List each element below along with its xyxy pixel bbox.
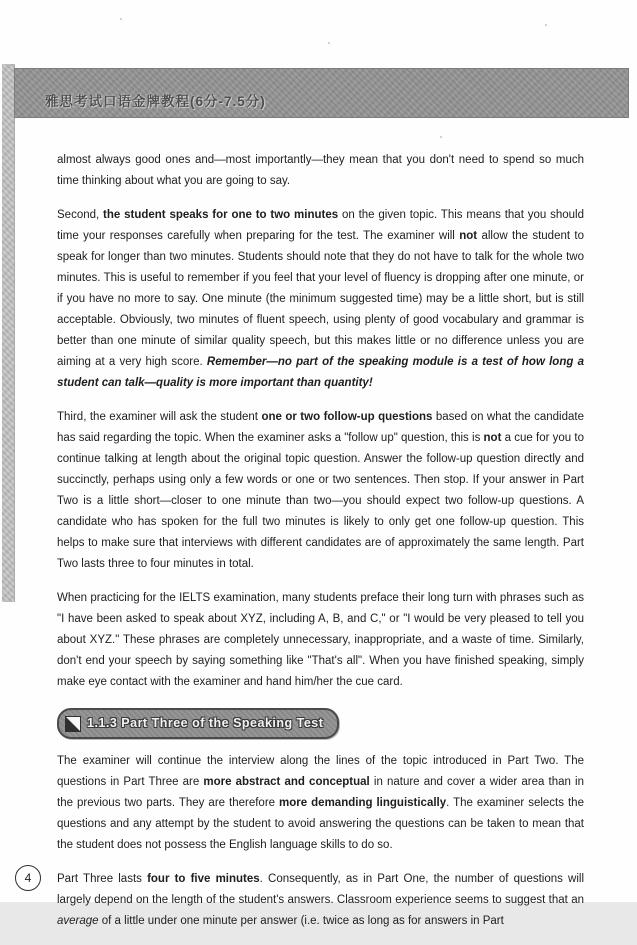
page-content [57, 150, 584, 945]
page-number: 4 [24, 871, 32, 885]
text-segment: one or two follow-up questions [261, 411, 433, 423]
text-segment: Remember—no part of the speaking module is a test of how long a student can talk—quality is more important than quantity! [57, 356, 584, 389]
text-segment: based on what the candidate has said regarding the topic. When the examiner asks a "follow up" question, this is [57, 411, 584, 444]
text-segment: the student speaks for one to two minutes [103, 209, 339, 221]
paragraph [57, 407, 584, 575]
section-heading-badge [57, 708, 339, 739]
text-segment: average [57, 915, 99, 927]
diagonal-flag-icon [65, 716, 81, 732]
text-segment: more demanding linguistically [279, 797, 447, 809]
chapter-header-bar [14, 68, 629, 118]
text-segment: allow the student to speak for longer than two minutes. Students should note that they do not have to talk for the whole two minutes. This is useful to remember if you feel that your level of fluency is dropping after one minute, or if you have no more to say. One minute (the minimum suggested time) may be a little short, but is still acceptable. Obviously, two minutes of fluent speech, using plenty of good vocabulary and grammar is better than one minute of similar quality speech, but this makes little or no difference unless you are aiming at a very high score. [57, 230, 584, 368]
text-segment: . Consequently, as in Part One, the number of questions will largely depend on the length of the student's answers. Classroom experience seems to suggest that an [57, 873, 585, 906]
paragraph [57, 751, 584, 856]
binding-edge-strip [2, 64, 15, 602]
scan-speckle [440, 136, 442, 138]
text-segment: of a little under one minute per answer (i.e. twice as long as for answers in Part [98, 915, 504, 927]
chapter-title: 雅思考试口语金牌教程(6分-7.5分) [45, 94, 266, 109]
text-segment: When practicing for the IELTS examination, many students preface their long turn with phrases such as "I have been asked to speak about XYZ, including A, B, and C," or "I would be very pleased to tell you about XYZ." These phrases are completely unnecessary, inappropriate, and a waste of time. Similarly, don't end your speech by saying something like "That's all". When you have finished speaking, simply make eye contact with the examiner and hand him/her the cue card. [57, 592, 584, 688]
text-segment: Part Three lasts [57, 873, 148, 885]
paragraph [57, 205, 584, 394]
text-segment: four to five minutes [147, 873, 260, 885]
text-segment: more abstract and conceptual [203, 776, 370, 788]
paragraph [57, 588, 584, 693]
text-segment: a cue for you to continue talking at length about the original topic question. Answer the follow-up question directly and succinctly, perhaps using only a few words or one or two sentences. Then stop. If your answer in Part Two is a little short—closer to one minute than two—you should expect two follow-up questions. A candidate who has spoken for the full two minutes is likely to only get one follow-up question. This helps to make sure that interviews with different candidates are of approximately the same length. Part Two lasts three to four minutes in total. [57, 432, 584, 570]
scan-speckle [120, 18, 122, 20]
text-segment: not [483, 432, 502, 444]
text-segment: almost always good ones and—most importantly—they mean that you don't need to spend so much time thinking about what you are going to say. [57, 154, 584, 187]
section-heading-label: 1.1.3 Part Three of the Speaking Test [87, 716, 324, 730]
page-number-badge [15, 865, 41, 891]
paragraph [57, 150, 584, 192]
text-segment: Second, [57, 209, 104, 221]
paragraph [57, 869, 584, 932]
text-segment: The examiner will continue the interview along the lines of the topic introduced in Part Two. The questions in Part Three are [57, 755, 584, 788]
text-segment: . The examiner selects the questions and any attempt by the student to avoid answering the questions can be taken to mean that the student does not possess the English language skills to do so. [57, 797, 584, 851]
text-segment: Third, the examiner will ask the student [57, 411, 262, 423]
text-segment: not [459, 230, 478, 242]
scan-speckle [545, 24, 547, 26]
scan-speckle [328, 42, 330, 44]
text-segment: in nature and cover a wider area than in the previous two parts. They are therefore [57, 776, 584, 809]
text-segment: on the given topic. This means that you should time your responses carefully when preparing for the test. The examiner will [57, 209, 584, 242]
